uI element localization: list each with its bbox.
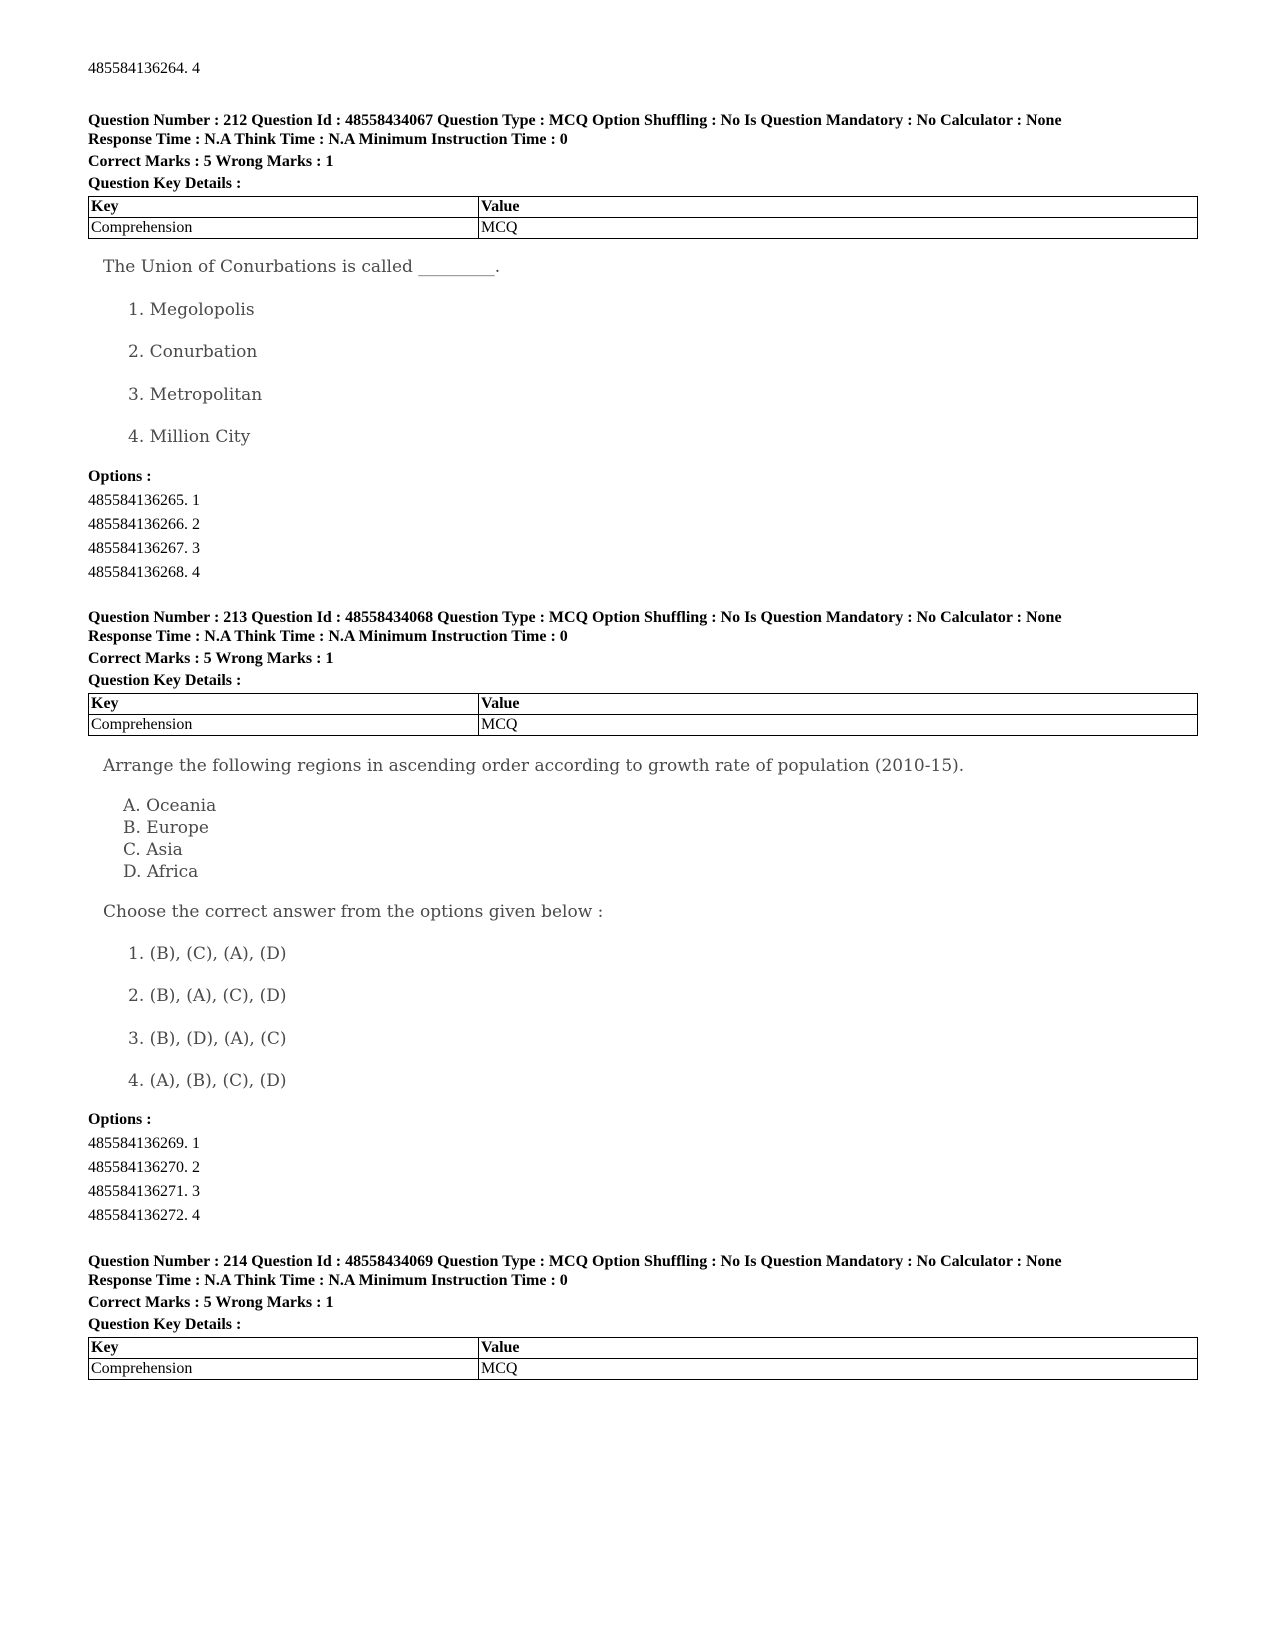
answer-choice: 2. (B), (A), (C), (D) <box>128 986 287 1006</box>
key-column-header: Key <box>89 197 479 218</box>
key-table-row <box>89 1359 1198 1380</box>
answer-choice: 4. Million City <box>128 427 251 447</box>
region-item: D. Africa <box>123 862 199 882</box>
option-item: 485584136265. 1 <box>88 492 200 509</box>
question-key-details-label: Question Key Details : <box>88 1316 242 1333</box>
option-item: 485584136268. 4 <box>88 564 200 581</box>
option-item: 485584136267. 3 <box>88 540 200 557</box>
previous-option-line: 485584136264. 4 <box>88 60 200 77</box>
key-column-header: Key <box>89 694 479 715</box>
question-meta-line: Question Number : 214 Question Id : 48558434069 Question Type : MCQ Option Shuffling : No Is Question Mandatory : No Calculator : None <box>88 1253 1062 1270</box>
key-table-row <box>89 218 1198 239</box>
value-cell: MCQ <box>479 218 1198 239</box>
question-marks-line: Correct Marks : 5 Wrong Marks : 1 <box>88 1294 334 1311</box>
question-timing-line: Response Time : N.A Think Time : N.A Minimum Instruction Time : 0 <box>88 1272 568 1289</box>
question-header <box>88 111 1198 193</box>
question-meta-line: Question Number : 212 Question Id : 48558434067 Question Type : MCQ Option Shuffling : No Is Question Mandatory : No Calculator : None <box>88 112 1062 129</box>
key-table-header-row <box>89 197 1198 218</box>
option-item: 485584136271. 3 <box>88 1183 200 1200</box>
value-cell: MCQ <box>479 715 1198 736</box>
options-label: Options : <box>88 468 152 485</box>
answer-choice: 1. (B), (C), (A), (D) <box>128 944 287 964</box>
value-cell: MCQ <box>479 1359 1198 1380</box>
question-key-table <box>88 693 1198 736</box>
region-item: A. Oceania <box>123 796 217 816</box>
question-text: The Union of Conurbations is called _________. <box>103 257 501 277</box>
key-table-row <box>89 715 1198 736</box>
question-marks-line: Correct Marks : 5 Wrong Marks : 1 <box>88 153 334 170</box>
key-table-header-row <box>89 694 1198 715</box>
question-meta-line: Question Number : 213 Question Id : 48558434068 Question Type : MCQ Option Shuffling : No Is Question Mandatory : No Calculator : None <box>88 609 1062 626</box>
question-header <box>88 1252 1198 1334</box>
answer-choice: 3. Metropolitan <box>128 385 263 405</box>
question-text: Arrange the following regions in ascending order according to growth rate of population (2010-15). <box>103 756 965 776</box>
value-column-header: Value <box>479 1338 1198 1359</box>
question-key-table <box>88 1337 1198 1380</box>
question-block-212 <box>88 111 1198 239</box>
question-timing-line: Response Time : N.A Think Time : N.A Minimum Instruction Time : 0 <box>88 628 568 645</box>
instruction-text: Choose the correct answer from the options given below : <box>103 902 604 922</box>
options-list-213 <box>88 1108 200 1228</box>
key-table-header-row <box>89 1338 1198 1359</box>
question-key-details-label: Question Key Details : <box>88 175 242 192</box>
question-marks-line: Correct Marks : 5 Wrong Marks : 1 <box>88 650 334 667</box>
answer-choice: 1. Megolopolis <box>128 300 255 320</box>
question-key-table <box>88 196 1198 239</box>
key-cell: Comprehension <box>89 1359 479 1380</box>
option-item: 485584136270. 2 <box>88 1159 200 1176</box>
option-item: 485584136266. 2 <box>88 516 200 533</box>
options-label: Options : <box>88 1111 152 1128</box>
value-column-header: Value <box>479 694 1198 715</box>
answer-choice: 3. (B), (D), (A), (C) <box>128 1029 287 1049</box>
option-item: 485584136272. 4 <box>88 1207 200 1224</box>
question-block-214 <box>88 1252 1198 1380</box>
question-timing-line: Response Time : N.A Think Time : N.A Minimum Instruction Time : 0 <box>88 131 568 148</box>
option-item: 485584136269. 1 <box>88 1135 200 1152</box>
key-cell: Comprehension <box>89 715 479 736</box>
question-key-details-label: Question Key Details : <box>88 672 242 689</box>
region-item: C. Asia <box>123 840 183 860</box>
key-column-header: Key <box>89 1338 479 1359</box>
question-header <box>88 608 1198 690</box>
options-list-212 <box>88 465 200 585</box>
key-cell: Comprehension <box>89 218 479 239</box>
value-column-header: Value <box>479 197 1198 218</box>
question-block-213 <box>88 608 1198 736</box>
answer-choice: 4. (A), (B), (C), (D) <box>128 1071 287 1091</box>
answer-choice: 2. Conurbation <box>128 342 258 362</box>
region-item: B. Europe <box>123 818 209 838</box>
